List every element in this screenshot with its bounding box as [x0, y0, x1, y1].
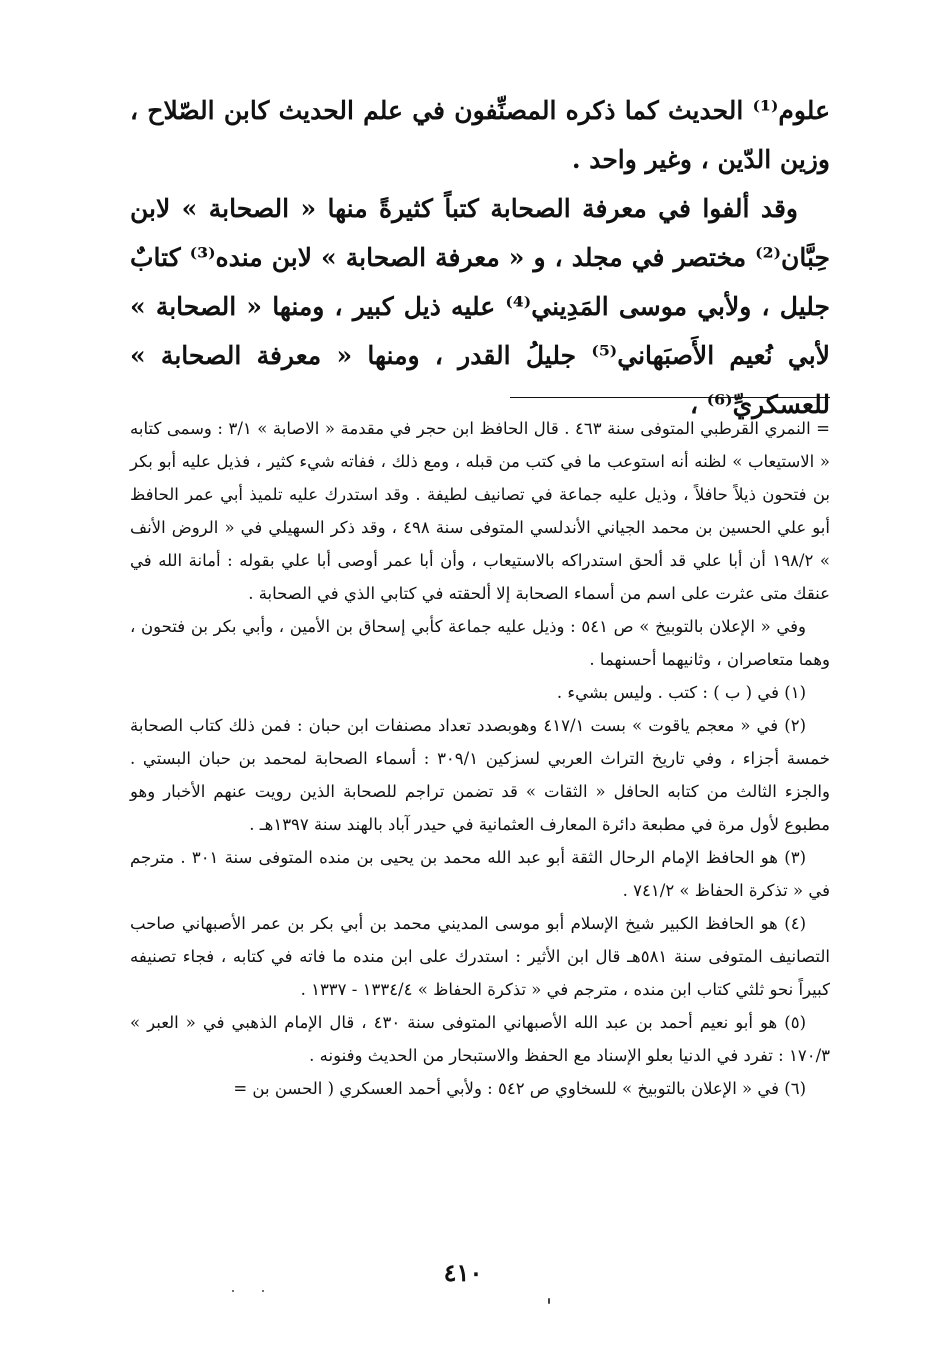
footnote-4: (٤) هو الحافظ الكبير شيخ الإسلام أبو موسى المديني محمد بن أبي بكر بن عمر الأصبهاني صاحب التصانيف المتوفى سنة ٥٨١هـ قال ابن الأثير : استدرك على ابن منده ما فاته في كتابه ، فجاء تصنيفه كبيراً نحو ثلثي كتاب ابن منده ، مترجم في « تذكرة الحفاظ » ١٣٣٤/٤ - ١٣٣٧ . [130, 914, 830, 999]
footnote-1: (١) في ( ب ) : كتب . وليس بشيء . [556, 683, 806, 702]
main-paragraph-1: علوم⁽¹⁾ الحديث كما ذكره المصنِّفون في علم الحديث كابن الصّلاح ، وزين الدّين ، وغير واحد . [130, 96, 830, 174]
footnote-separator-line [510, 397, 830, 398]
main-paragraph-2: وقد ألفوا في معرفة الصحابة كتباً كثيرةً منها « الصحابة » لابن حِبَّان⁽²⁾ مختصر في مجلد ، و « معرفة الصحابة » لابن منده⁽³⁾ كتابٌ جليل ، ولأبي موسى المَدِيني⁽⁴⁾ عليه ذيل كبير ، ومنها « الصحابة » لأبي نُعيم الأَصبَهاني⁽⁵⁾ جليلُ القدر ، ومنها « معرفة الصحابة » للعسكريِّ⁽⁶⁾ ، [130, 194, 830, 419]
main-text-body [130, 86, 830, 429]
footnote-2: (٢) في « معجم ياقوت » بست ٤١٧/١ وهوبصدد تعداد مصنفات ابن حبان : فمن ذلك كتاب الصحابة خمسة أجزاء ، وفي تاريخ التراث العربي لسزكين ٣٠٩/١ : أسماء الصحابة لمحمد بن حبان البستي . والجزء الثالث من كتابه الحافل « الثقات » قد تضمن تراجم للصحابة الذين رويت عنهم الأخبار وهو مطبوع لأول مرة في مطبعة دائرة المعارف العثمانية في حيدر آباد بالهند سنة ١٣٩٧هـ . [130, 716, 830, 834]
scan-speck [262, 1290, 264, 1292]
footnote-continuation: = النمري القرطبي المتوفى سنة ٤٦٣ . قال الحافظ ابن حجر في مقدمة « الاصابة » ٣/١ : وسمى كتابه « الاستيعاب » لظنه أنه استوعب ما في كتب من قبله ، ومع ذلك ، ففاته شيء كثير ، فذيل عليه أبو بكر بن فتحون ذيلاً حافلاً ، وذيل عليه جماعة في تصانيف لطيفة . وقد استدرك عليه تلميذ أبي عمر الحافظ أبو علي الحسين بن محمد الجياني الأندلسي المتوفى سنة ٤٩٨ ، وقد ذكر السهيلي في « الروض الأنف » ١٩٨/٢ أن أبا علي قد ألحق استدراكه بالاستيعاب ، وأن أبا عمر أوصى أبا علي بقوله : أمانة الله في عنقك متى عثرت على اسم من أسماء الصحابة إلا ألحقته في كتابي الذي في الصحابة . [130, 419, 831, 603]
scan-speck [548, 1298, 550, 1304]
page-number: ٤١٠ [443, 1258, 483, 1287]
footnotes-section [130, 412, 830, 1105]
scan-speck [232, 1290, 234, 1292]
footnote-continuation-note: وفي « الإعلان بالتوبيخ » ص ٥٤١ : وذيل عليه جماعة كأبي إسحاق بن الأمين ، وأبي بكر بن فتحون ، وهما متعاصران ، وثانيهما أحسنهما . [130, 617, 830, 669]
footnote-5: (٥) هو أبو نعيم أحمد بن عبد الله الأصبهاني المتوفى سنة ٤٣٠ ، قال الإمام الذهبي في « العبر » ١٧٠/٣ : تفرد في الدنيا بعلو الإسناد مع الحفظ والاستبحار من الحديث وفنونه . [130, 1013, 830, 1065]
footnote-6: (٦) في « الإعلان بالتوبيخ » للسخاوي ص ٥٤٢ : ولأبي أحمد العسكري ( الحسن بن = [233, 1079, 806, 1098]
footnote-3: (٣) هو الحافظ الإمام الرحال الثقة أبو عبد الله محمد بن يحيى بن منده المتوفى سنة ٣٠١ . مترجم في « تذكرة الحفاظ » ٧٤١/٢ . [130, 848, 830, 900]
